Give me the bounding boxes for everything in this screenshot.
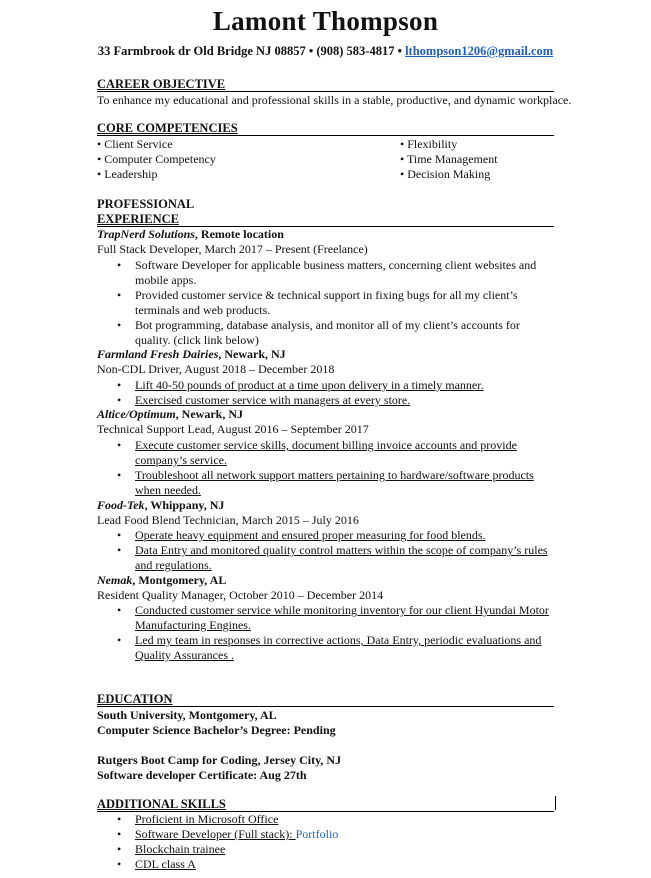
skill-item-portfolio <box>135 827 555 842</box>
bullet-glyph: • <box>117 633 122 647</box>
company-name: Altice/Optimum <box>97 407 176 421</box>
job-bullet: Provided customer service & technical support in fixing bugs for all my client’s terminals and web products. <box>135 288 518 317</box>
competency-item: • Decision Making <box>400 167 491 181</box>
skill-item: Blockchain trainee <box>135 842 226 856</box>
bullet-glyph: • <box>117 318 122 332</box>
bullet-glyph: • <box>117 812 122 826</box>
skill-item: Proficient in Microsoft Office <box>135 812 279 826</box>
bullet-glyph: • <box>117 528 122 542</box>
bullet-glyph: • <box>117 543 122 557</box>
bullet-glyph: • <box>117 603 122 617</box>
bullet-glyph: • <box>117 288 122 302</box>
skill-item: CDL class A <box>135 857 196 871</box>
company-location: , Newark, NJ <box>218 347 286 361</box>
job-bullet: Conducted customer service while monitoring inventory for our client Hyundai Motor Manufacturing Engines. <box>135 603 549 632</box>
education-line: Rutgers Boot Camp for Coding, Jersey City, NJ <box>97 753 342 767</box>
job-bullet: Data Entry and monitored quality control matters within the scope of company’s rules and regulations. <box>135 543 548 572</box>
job-bullet: Bot programming, database analysis, and monitor all of my client’s accounts for quality. (click link below) <box>135 318 520 347</box>
competency-item: • Time Management <box>400 152 498 166</box>
bullet-glyph: • <box>117 378 122 392</box>
career-objective-text: To enhance my educational and professional skills in a stable, productive, and dynamic workplace. <box>97 93 572 107</box>
experience-heading-line1: PROFESSIONAL <box>97 197 195 211</box>
job-title-line <box>97 227 284 242</box>
job-title-line <box>97 573 226 588</box>
company-location: , Montgomery, AL <box>132 573 227 587</box>
competency-item: • Client Service <box>97 137 173 151</box>
job-role: Non-CDL Driver, August 2018 – December 2018 <box>97 362 335 376</box>
experience-heading: EXPERIENCE <box>97 212 554 227</box>
competency-item: • Flexibility <box>400 137 458 151</box>
resume-name: Lamont Thompson <box>212 6 439 36</box>
company-location: , Newark, NJ <box>175 407 243 421</box>
education-line: South University, Montgomery, AL <box>97 708 277 722</box>
bullet-glyph: • <box>117 258 122 272</box>
skill-item: Software Developer (Full stack): <box>135 827 296 841</box>
job-role: Resident Quality Manager, October 2010 – December 2014 <box>97 588 384 602</box>
company-location: , Whippany, NJ <box>144 498 225 512</box>
job-bullet: Led my team in responses in corrective actions, Data Entry, periodic evaluations and Quality Assurances . <box>135 633 542 662</box>
job-title-line <box>97 498 224 513</box>
job-bullet: Software Developer for applicable business matters, concerning client websites and mobile apps. <box>135 258 537 287</box>
company-name: Nemak <box>97 573 133 587</box>
job-role: Full Stack Developer, March 2017 – Present (Freelance) <box>97 242 368 256</box>
core-competencies-heading: CORE COMPETENCIES <box>97 121 554 136</box>
bullet-glyph: • <box>117 827 122 841</box>
job-bullet: Lift 40-50 pounds of product at a time upon delivery in a timely manner. <box>135 378 484 392</box>
job-bullet: Troubleshoot all network support matters pertaining to hardware/software products when needed. <box>135 468 534 497</box>
company-location: , Remote location <box>194 227 284 241</box>
competency-item: • Computer Competency <box>97 152 216 166</box>
job-title-line <box>97 347 286 362</box>
job-title-line <box>97 407 243 422</box>
bullet-glyph: • <box>117 438 122 452</box>
email-link[interactable]: lthompson1206@gmail.com <box>405 44 554 58</box>
career-objective-heading: CAREER OBJECTIVE <box>97 77 554 92</box>
job-bullet: Exercised customer service with managers at every store. <box>135 393 411 407</box>
bullet-glyph: • <box>117 468 122 482</box>
bullet-glyph: • <box>117 842 122 856</box>
competency-item: • Leadership <box>97 167 158 181</box>
bullet-glyph: • <box>117 393 122 407</box>
job-role: Lead Food Blend Technician, March 2015 – July 2016 <box>97 513 359 527</box>
company-name: Food-Tek <box>97 498 145 512</box>
additional-skills-heading: ADDITIONAL SKILLS <box>97 797 554 812</box>
education-line: Computer Science Bachelor’s Degree: Pending <box>97 723 336 737</box>
education-line: Software developer Certificate: Aug 27th <box>97 768 307 782</box>
education-heading: EDUCATION <box>97 692 554 707</box>
contact-line <box>0 44 651 59</box>
text-cursor <box>555 796 556 810</box>
job-role: Technical Support Lead, August 2016 – September 2017 <box>97 422 369 436</box>
portfolio-link[interactable]: Portfolio <box>295 827 339 841</box>
bullet-glyph: • <box>117 857 122 871</box>
job-bullet: Operate heavy equipment and ensured proper measuring for food blends. <box>135 528 486 542</box>
job-bullet: Execute customer service skills, document billing invoice accounts and provide company’s service. <box>135 438 517 467</box>
company-name: Farmland Fresh Dairies <box>97 347 219 361</box>
company-name: TrapNerd Solutions <box>97 227 195 241</box>
contact-info: 33 Farmbrook dr Old Bridge NJ 08857 • (908) 583-4817 • <box>97 44 406 58</box>
